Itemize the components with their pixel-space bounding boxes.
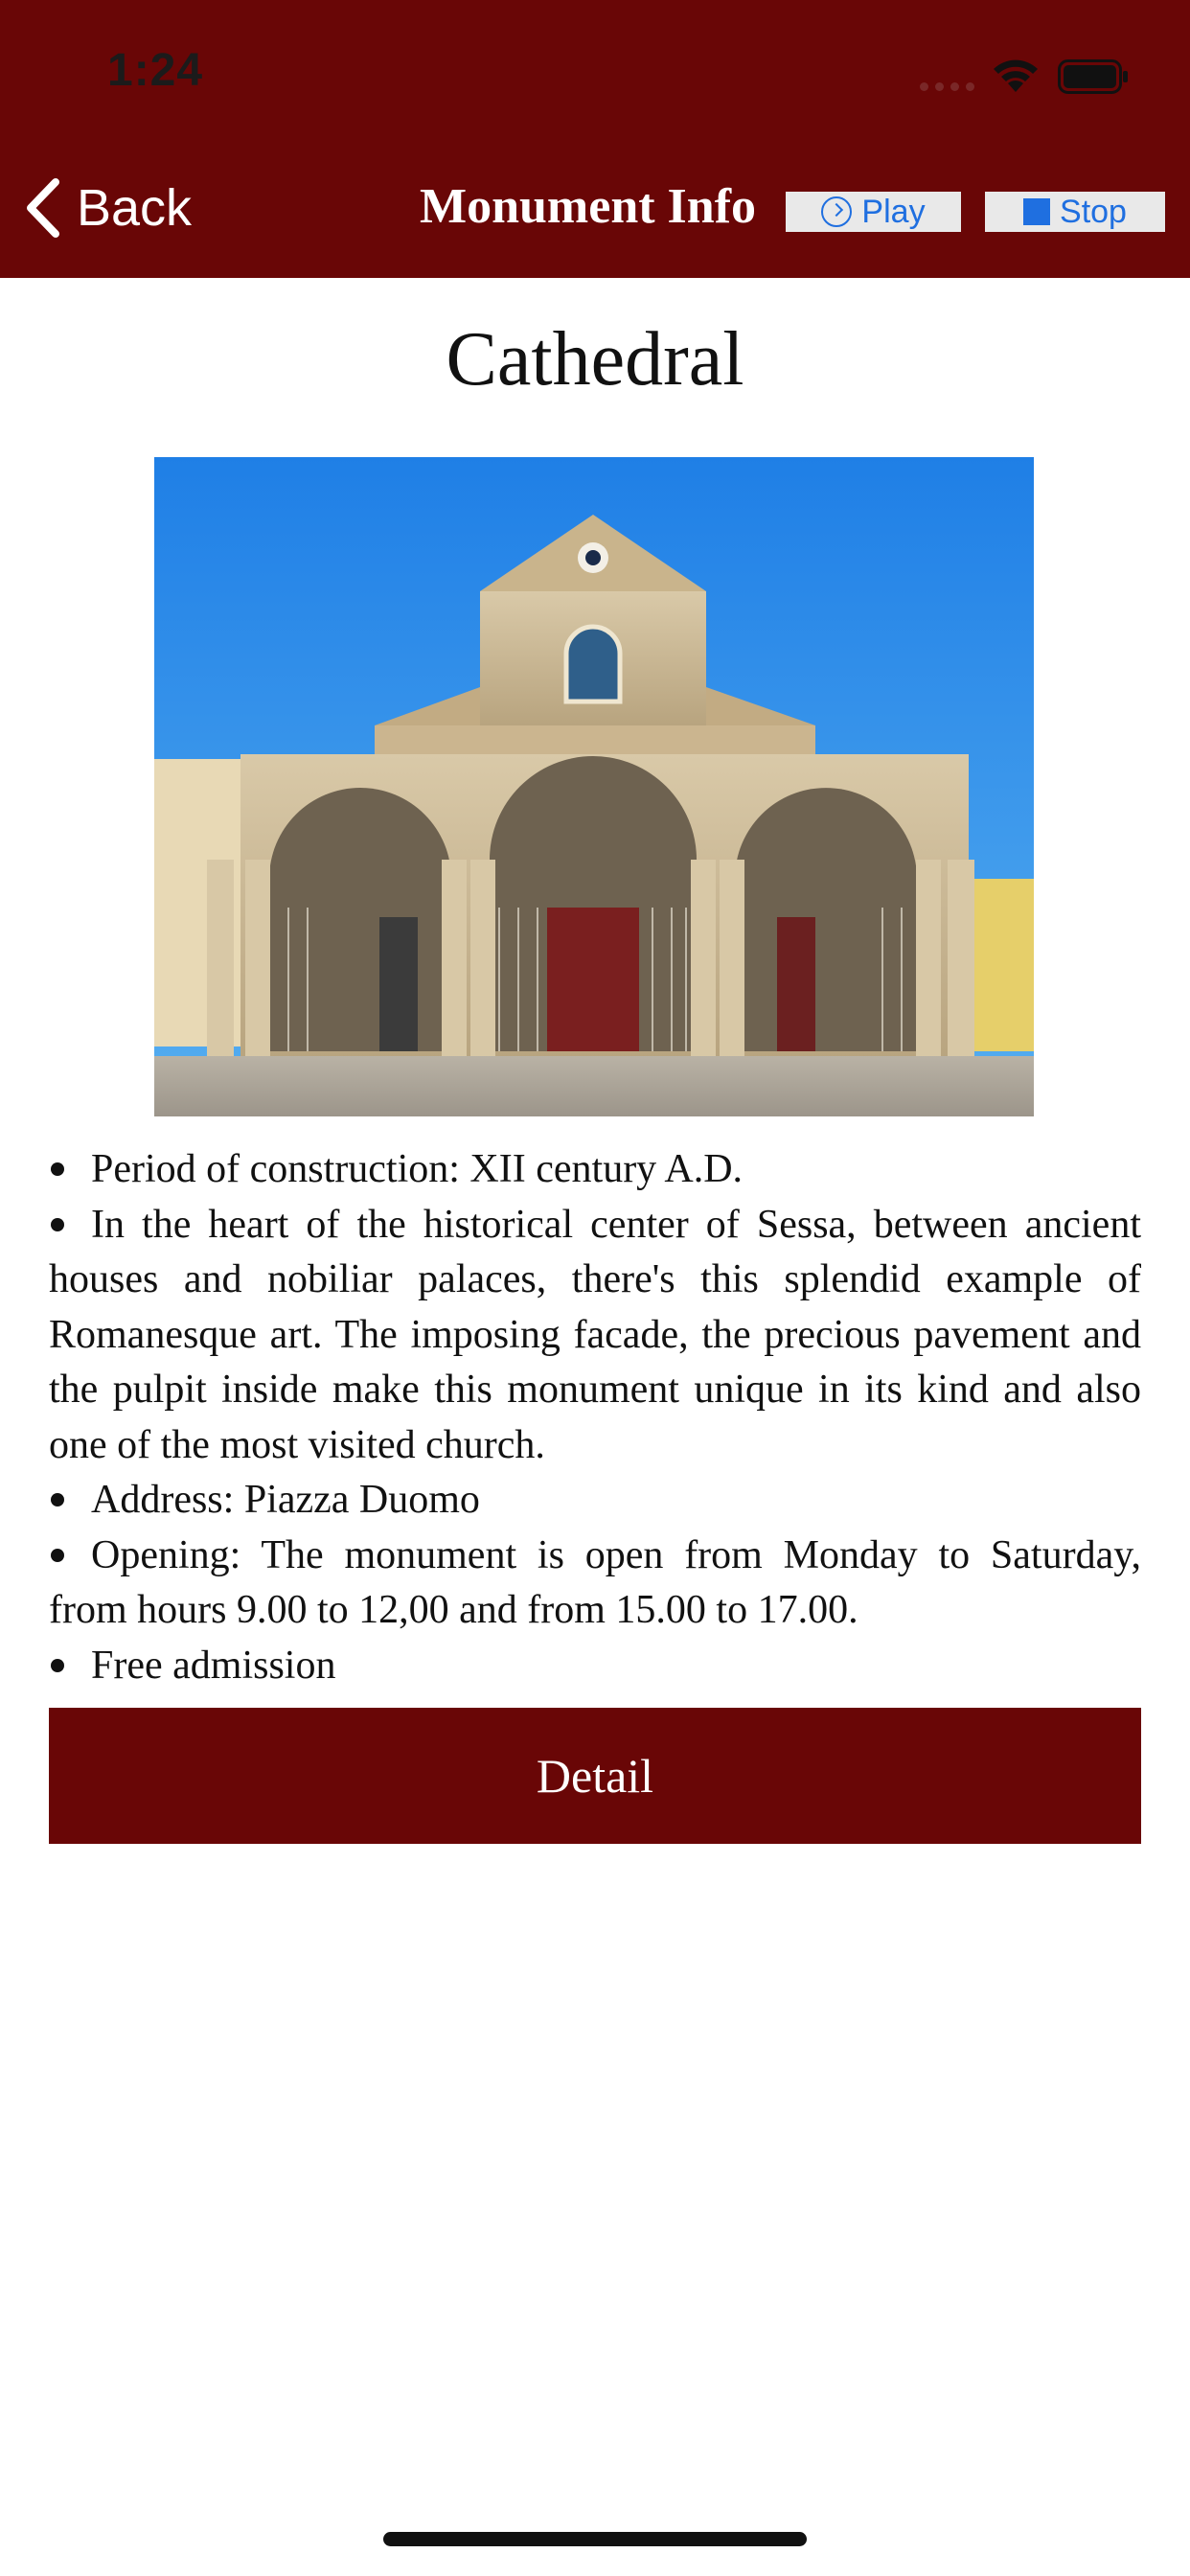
list-item: Address: Piazza Duomo <box>49 1473 1141 1529</box>
play-circle-icon <box>821 196 852 227</box>
list-item: Opening: The monument is open from Monday to Saturday, from hours 9.00 to 12,00 and from 15.00 to 17.00. <box>49 1532 1141 1632</box>
play-label: Play <box>861 193 926 230</box>
detail-button[interactable] <box>49 1708 1141 1844</box>
list-item: Period of construction: XII century A.D. <box>49 1142 1141 1198</box>
stop-button[interactable] <box>985 192 1165 232</box>
navigation-bar <box>0 0 1190 278</box>
list-item: In the heart of the historical center of Sessa, between ancient houses and nobiliar palaces, there's this splendid example of Romanesque art. The imposing facade, the precious pavement and the pulpit inside make this monument unique in its kind and also one of the most visited church. <box>49 1202 1141 1467</box>
page-title: Monument Info <box>420 179 757 234</box>
signal-icon <box>920 82 977 94</box>
monument-photo <box>154 457 1034 1116</box>
monument-info-list <box>49 1142 1141 1693</box>
play-button[interactable] <box>786 192 961 232</box>
back-label: Back <box>77 179 193 237</box>
battery-icon <box>1058 59 1129 94</box>
list-item: Free admission <box>49 1639 1141 1694</box>
detail-label: Detail <box>536 1749 654 1803</box>
monument-title: Cathedral <box>446 317 744 402</box>
status-time: 1:24 <box>107 45 204 96</box>
chevron-left-icon <box>21 176 63 240</box>
stop-square-icon <box>1023 198 1050 225</box>
stop-label: Stop <box>1060 193 1127 230</box>
back-button[interactable] <box>21 171 203 245</box>
home-indicator[interactable] <box>383 2532 807 2546</box>
wifi-icon <box>990 56 1041 94</box>
